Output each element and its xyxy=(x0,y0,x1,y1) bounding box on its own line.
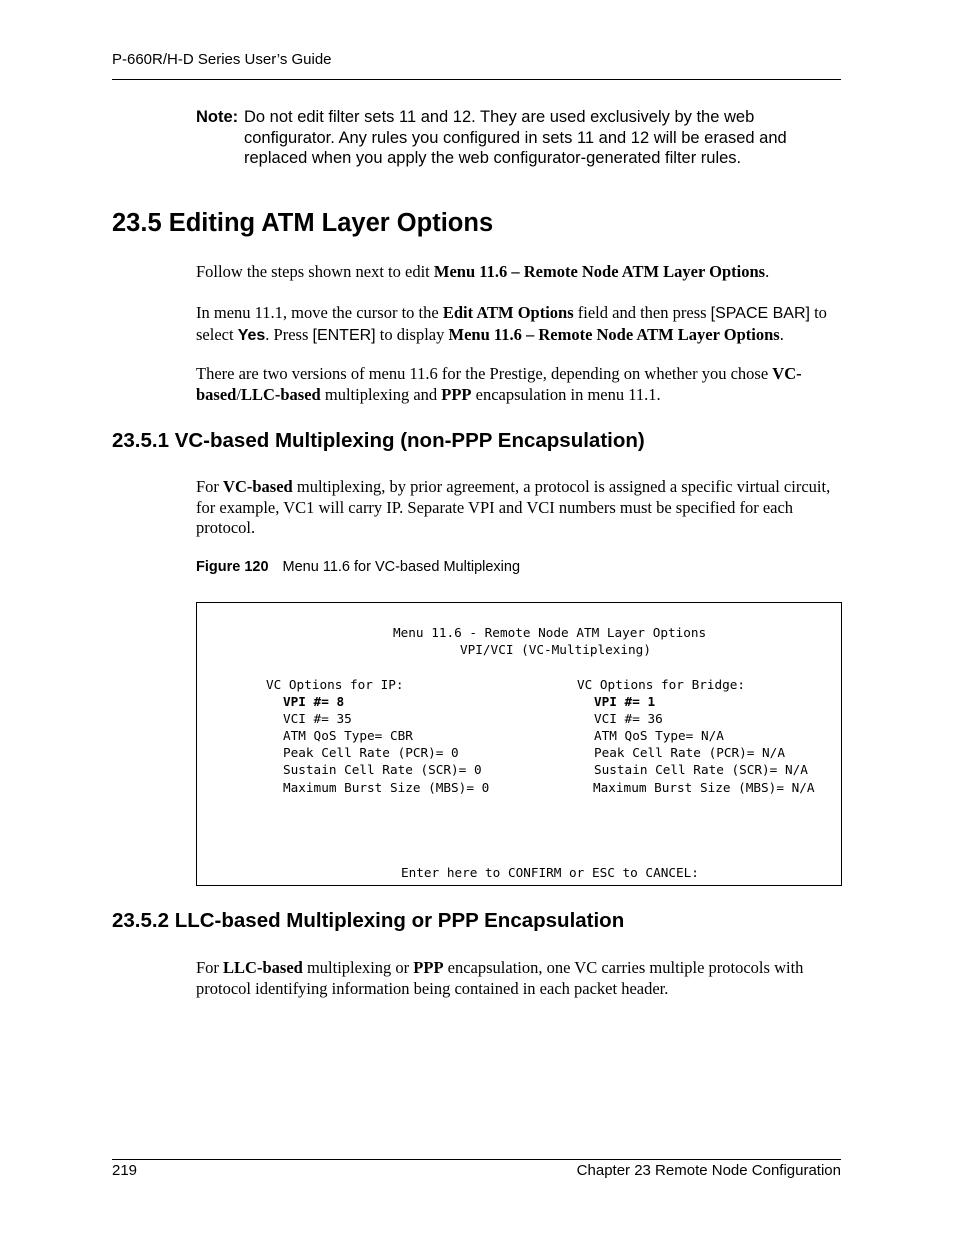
subsection-2-paragraph xyxy=(196,958,841,999)
ip-pcr-field[interactable]: Peak Cell Rate (PCR)= 0 xyxy=(283,745,459,760)
ip-mbs-field[interactable]: Maximum Burst Size (MBS)= 0 xyxy=(283,780,490,795)
text-run: . xyxy=(779,324,784,344)
subsection-heading-1: 23.5.1 VC-based Multiplexing (non-PPP Encapsulation) xyxy=(112,429,645,452)
screen-title: Menu 11.6 - Remote Node ATM Layer Options xyxy=(393,625,707,640)
menu-name: Menu 11.6 – Remote Node ATM Layer Options xyxy=(448,324,780,344)
ip-vci-field[interactable]: VCI #= 35 xyxy=(283,711,352,726)
vc-based-term: VC-based xyxy=(196,364,802,404)
bridge-mbs-field[interactable]: Maximum Burst Size (MBS)= N/A xyxy=(593,780,815,795)
ip-qos-field[interactable]: ATM QoS Type= CBR xyxy=(283,728,413,743)
text-run: to select xyxy=(196,303,827,344)
text-run: In menu 11.1, move the cursor to the xyxy=(196,303,443,322)
note-text: Do not edit filter sets 11 and 12. They are used exclusively by the web configurator. Any rules you configured in sets 11 and 12 will be erased and replaced when you apply the web configurator-generated filter rules. xyxy=(244,108,787,167)
llc-based-term: LLC-based xyxy=(223,958,303,977)
bridge-options-header: VC Options for Bridge: xyxy=(577,677,746,692)
running-header: P-660R/H-D Series User’s Guide xyxy=(112,51,332,68)
text-run: Follow the steps shown next to edit xyxy=(196,262,434,281)
llc-based-term: LLC-based xyxy=(240,384,321,404)
text-run: . Press xyxy=(265,324,313,344)
bridge-scr-field[interactable]: Sustain Cell Rate (SCR)= N/A xyxy=(594,762,808,777)
text-run: For xyxy=(196,477,224,496)
field-name: Edit ATM Options xyxy=(442,303,574,322)
section-heading: 23.5 Editing ATM Layer Options xyxy=(112,209,494,237)
menu-screen xyxy=(196,602,842,886)
page-number: 219 xyxy=(112,1162,138,1179)
text-run: multiplexing and xyxy=(320,384,442,404)
screen-subtitle: VPI/VCI (VC-Multiplexing) xyxy=(460,642,651,657)
ppp-term: PPP xyxy=(413,958,444,977)
text-run: multiplexing, by prior agreement, a protocol is assigned a specific virtual circuit, for example, VC1 will carry IP. Separate VPI and VCI numbers must be specified for each protocol. xyxy=(196,477,831,537)
ip-scr-field[interactable]: Sustain Cell Rate (SCR)= 0 xyxy=(283,762,482,777)
menu-name: Menu 11.6 – Remote Node ATM Layer Options xyxy=(433,262,766,281)
bridge-qos-field[interactable]: ATM QoS Type= N/A xyxy=(594,728,724,743)
subsection-1-paragraph xyxy=(196,477,841,539)
note-label: Note: xyxy=(196,108,239,126)
text-run: . xyxy=(765,262,770,281)
ip-options-header: VC Options for IP: xyxy=(266,677,404,692)
bridge-vci-field[interactable]: VCI #= 36 xyxy=(594,711,663,726)
text-run: multiplexing or xyxy=(302,958,414,977)
subsection-heading-2: 23.5.2 LLC-based Multiplexing or PPP Encapsulation xyxy=(112,909,625,932)
text-run: / xyxy=(236,384,241,404)
key-space-bar: [SPACE BAR] xyxy=(710,305,810,322)
yes-value: Yes xyxy=(237,326,266,344)
note-block xyxy=(196,107,846,169)
section-paragraph-3 xyxy=(196,364,841,405)
ip-vpi-field[interactable]: VPI #= 8 xyxy=(283,694,345,709)
figure-title: Menu 11.6 for VC-based Multiplexing xyxy=(282,559,521,575)
bridge-vpi-field[interactable]: VPI #= 1 xyxy=(594,694,656,709)
section-paragraph-1 xyxy=(196,262,841,283)
text-run: encapsulation, one VC carries multiple protocols with protocol identifying information being contained in each packet header. xyxy=(196,958,804,998)
header-divider xyxy=(112,79,841,80)
bridge-pcr-field[interactable]: Peak Cell Rate (PCR)= N/A xyxy=(594,745,785,760)
footer-divider xyxy=(112,1159,841,1160)
figure-label: Figure 120 xyxy=(196,559,269,575)
vc-based-term: VC-based xyxy=(223,477,293,496)
text-run: encapsulation in menu 11.1. xyxy=(471,384,661,404)
text-run: to display xyxy=(375,324,449,344)
section-paragraph-2 xyxy=(196,303,841,346)
key-enter: [ENTER] xyxy=(312,326,376,344)
ppp-term: PPP xyxy=(441,384,472,404)
text-run: There are two versions of menu 11.6 for the Prestige, depending on whether you chose xyxy=(196,364,773,383)
figure-caption xyxy=(196,559,520,575)
text-run: field and then press xyxy=(573,303,711,322)
text-run: For xyxy=(196,958,224,977)
chapter-title: Chapter 23 Remote Node Configuration xyxy=(576,1162,841,1179)
confirm-prompt[interactable]: Enter here to CONFIRM or ESC to CANCEL: xyxy=(401,865,699,880)
